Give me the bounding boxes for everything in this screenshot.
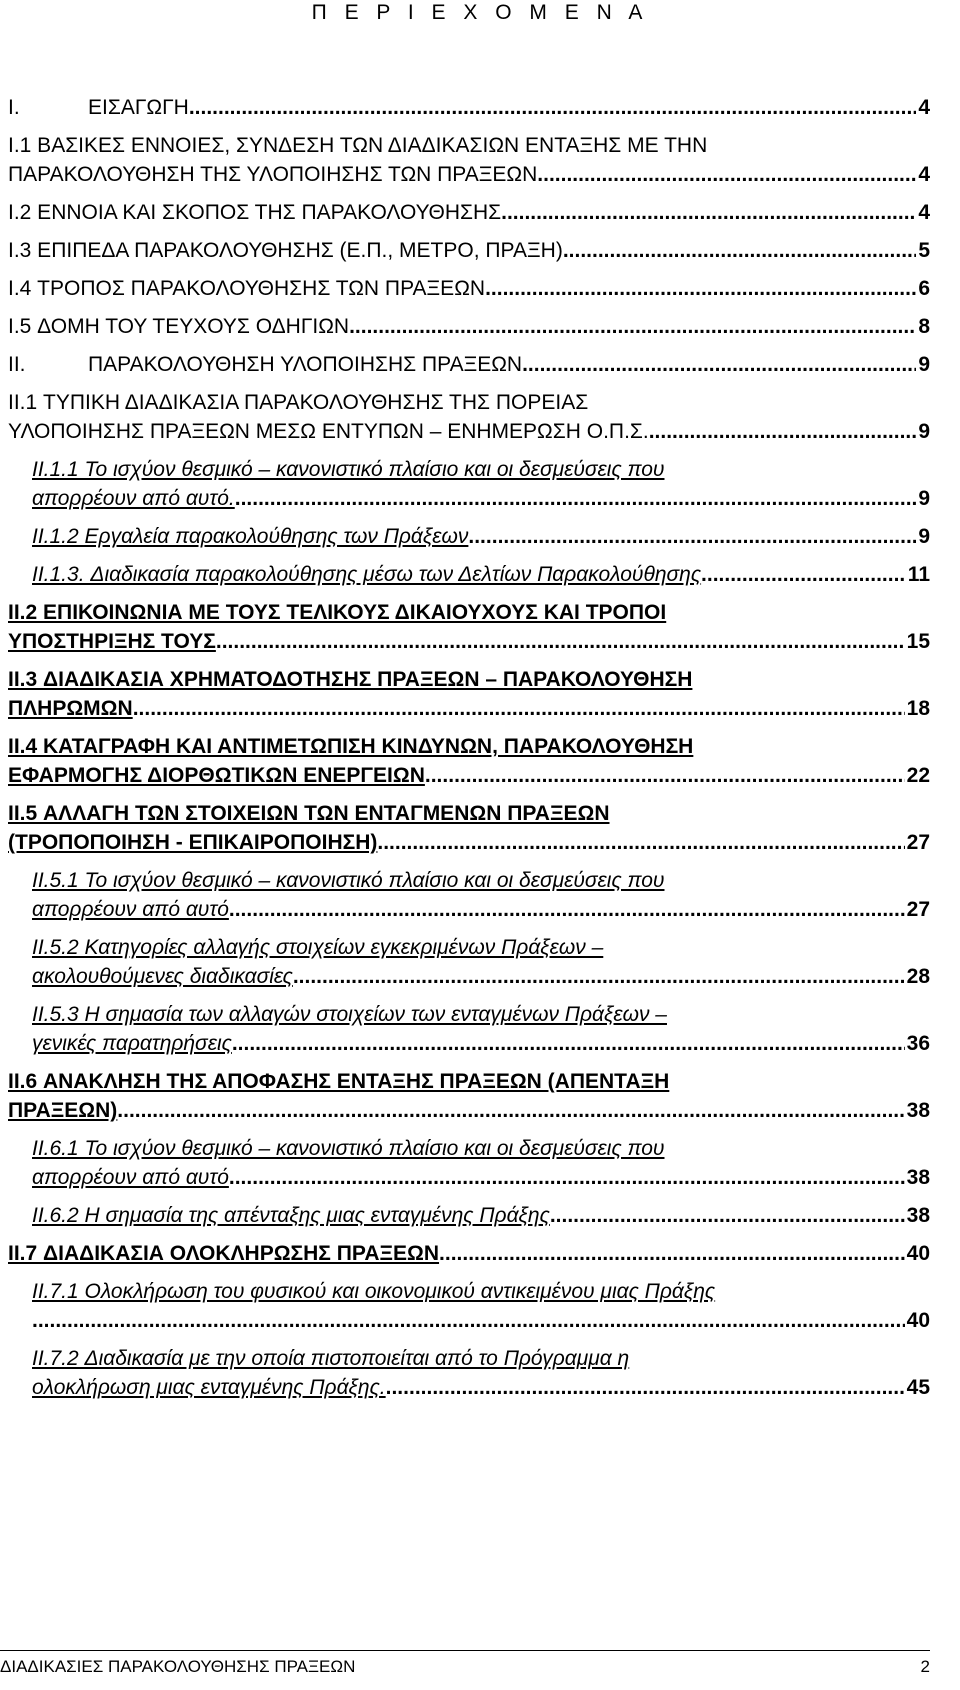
toc-entry-heading-line: II.7.1 Ολοκλήρωση του φυσικού και οικονομικού αντικειμένου μιας Πράξης <box>32 1280 716 1303</box>
toc-entry-page-number: 9 <box>918 353 930 376</box>
toc-leader-dots <box>386 1373 905 1402</box>
table-of-contents <box>8 93 930 1411</box>
toc-entry-heading: ΠΛΗΡΩΜΩΝ <box>8 697 133 720</box>
toc-entry-number: I. <box>8 96 20 119</box>
toc-entry[interactable] <box>8 1067 930 1125</box>
toc-entry-page-number: 9 <box>918 420 930 443</box>
toc-entry-heading-line: II.1.1 Το ισχύον θεσμικό – κανονιστικό πλαίσιο και οι δεσμεύσεις που <box>32 458 665 481</box>
toc-entry-heading-line: II.6.1 Το ισχύον θεσμικό – κανονιστικό πλαίσιο και οι δεσμεύσεις που <box>32 1137 665 1160</box>
toc-entry-page-number: 45 <box>906 1376 930 1399</box>
toc-leader-dots <box>522 350 916 379</box>
toc-leader-dots <box>133 694 905 723</box>
toc-entry-heading-line: II.1 ΤΥΠΙΚΗ ΔΙΑΔΙΚΑΣΙΑ ΠΑΡΑΚΟΛΟΥΘΗΣΗΣ ΤΗΣ ΠΟΡΕΙΑΣ <box>8 391 589 414</box>
toc-entry-page-number: 38 <box>906 1166 930 1189</box>
toc-entry-page-number: 5 <box>918 239 930 262</box>
toc-entry-page-number: 40 <box>906 1242 930 1265</box>
toc-entry-heading: ΠΑΡΑΚΟΛΟΥΘΗΣΗ ΤΗΣ ΥΛΟΠΟΙΗΣΗΣ ΤΩΝ ΠΡΑΞΕΩΝ <box>8 163 538 186</box>
toc-leader-dots <box>349 312 916 341</box>
toc-entry[interactable] <box>8 388 930 446</box>
toc-leader-dots <box>439 1239 905 1268</box>
toc-entry[interactable] <box>8 522 930 551</box>
toc-entry-heading: (ΤΡΟΠΟΠΟΙΗΣΗ - ΕΠΙΚΑΙΡΟΠΟΙΗΣΗ) <box>8 831 378 854</box>
toc-entry-page-number: 40 <box>906 1309 930 1332</box>
toc-leader-dots <box>550 1201 905 1230</box>
toc-entry-page-number: 9 <box>918 487 930 510</box>
toc-entry[interactable] <box>8 1277 930 1335</box>
toc-entry-heading-line: II.6 ΑΝΑΚΛΗΣΗ ΤΗΣ ΑΠΟΦΑΣΗΣ ΕΝΤΑΞΗΣ ΠΡΑΞΕΩΝ (ΑΠΕΝΤΑΞΗ <box>8 1070 670 1093</box>
toc-entry-heading: απορρέουν από αυτό <box>32 898 229 921</box>
toc-entry[interactable] <box>8 93 930 122</box>
footer-page-number: 2 <box>920 1657 930 1676</box>
toc-entry-heading: ΥΠΟΣΤΗΡΙΞΗΣ ΤΟΥΣ <box>8 630 216 653</box>
toc-entry[interactable] <box>8 350 930 379</box>
toc-entry[interactable] <box>8 598 930 656</box>
toc-title: Π Ε Ρ Ι Ε Χ Ο Μ Ε Ν Α <box>311 1 649 24</box>
toc-leader-dots <box>501 198 916 227</box>
toc-entry-heading: ΥΛΟΠΟΙΗΣΗΣ ΠΡΑΞΕΩΝ ΜΕΣΩ ΕΝΤΥΠΩΝ – ΕΝΗΜΕΡΩΣΗ Ο.Π.Σ. <box>8 420 649 443</box>
toc-entry[interactable] <box>8 131 930 189</box>
toc-entry-heading: I.2 ΕΝΝΟΙΑ ΚΑΙ ΣΚΟΠΟΣ ΤΗΣ ΠΑΡΑΚΟΛΟΥΘΗΣΗΣ <box>8 201 502 224</box>
toc-entry-heading: ολοκλήρωση μιας ενταγμένης Πράξης. <box>32 1376 386 1399</box>
toc-entry[interactable] <box>8 1000 930 1058</box>
toc-entry-page-number: 22 <box>906 764 930 787</box>
toc-entry-heading-line: II.5.2 Κατηγορίες αλλαγής στοιχείων εγκεκριμένων Πράξεων – <box>32 936 604 959</box>
toc-entry-heading: I.4 ΤΡΟΠΟΣ ΠΑΡΑΚΟΛΟΥΘΗΣΗΣ ΤΩΝ ΠΡΑΞΕΩΝ <box>8 277 486 300</box>
toc-leader-dots <box>229 1163 905 1192</box>
toc-leader-dots <box>235 484 917 513</box>
toc-entry-heading: γενικές παρατηρήσεις <box>32 1032 232 1055</box>
toc-entry-heading: II.6.2 Η σημασία της απένταξης μιας ενταγμένης Πράξης <box>32 1204 550 1227</box>
toc-leader-dots <box>229 895 905 924</box>
toc-entry-heading-line: II.4 ΚΑΤΑΓΡΑΦΗ ΚΑΙ ΑΝΤΙΜΕΤΩΠΙΣΗ ΚΙΝΔΥΝΩΝ, ΠΑΡΑΚΟΛΟΥΘΗΣΗ <box>8 735 694 758</box>
toc-entry-page-number: 27 <box>906 898 930 921</box>
toc-entry[interactable] <box>8 665 930 723</box>
toc-entry-page-number: 15 <box>906 630 930 653</box>
footer-document-title: ΔΙΑΔΙΚΑΣΙΕΣ ΠΑΡΑΚΟΛΟΥΘΗΣΗΣ ΠΡΑΞΕΩΝ <box>0 1657 356 1676</box>
toc-entry[interactable] <box>8 933 930 991</box>
toc-entry-heading: ακολουθούμενες διαδικασίες <box>32 965 293 988</box>
toc-entry[interactable] <box>8 274 930 303</box>
toc-leader-dots <box>293 962 905 991</box>
toc-entry[interactable] <box>8 455 930 513</box>
toc-entry-heading-line: II.5.3 Η σημασία των αλλαγών στοιχείων των ενταγμένων Πράξεων – <box>32 1003 667 1026</box>
toc-entry-heading-line: II.3 ΔΙΑΔΙΚΑΣΙΑ ΧΡΗΜΑΤΟΔΟΤΗΣΗΣ ΠΡΑΞΕΩΝ – ΠΑΡΑΚΟΛΟΥΘΗΣΗ <box>8 668 693 691</box>
toc-entry-heading-line: II.5.1 Το ισχύον θεσμικό – κανονιστικό πλαίσιο και οι δεσμεύσεις που <box>32 869 665 892</box>
toc-leader-dots <box>537 160 916 189</box>
toc-entry[interactable] <box>8 1201 930 1230</box>
toc-entry-page-number: 38 <box>906 1099 930 1122</box>
toc-entry[interactable] <box>8 1134 930 1192</box>
toc-entry-heading: II.1.2 Εργαλεία παρακολούθησης των Πράξεων <box>32 525 469 548</box>
toc-leader-dots <box>216 627 905 656</box>
toc-entry[interactable] <box>8 236 930 265</box>
toc-entry[interactable] <box>8 732 930 790</box>
toc-entry-page-number: 36 <box>906 1032 930 1055</box>
page-footer <box>0 1650 930 1677</box>
toc-entry-heading-line: II.5 ΑΛΛΑΓΗ ΤΩΝ ΣΤΟΙΧΕΙΩΝ ΤΩΝ ΕΝΤΑΓΜΕΝΩΝ ΠΡΑΞΕΩΝ <box>8 802 610 825</box>
toc-entry-heading: I.3 ΕΠΙΠΕΔΑ ΠΑΡΑΚΟΛΟΥΘΗΣΗΣ (Ε.Π., ΜΕΤΡΟ, ΠΡΑΞΗ) <box>8 239 563 262</box>
toc-entry-heading: II.7 ΔΙΑΔΙΚΑΣΙΑ ΟΛΟΚΛΗΡΩΣΗΣ ΠΡΑΞΕΩΝ <box>8 1242 440 1265</box>
toc-leader-dots <box>232 1029 905 1058</box>
toc-entry-heading: ΠΡΑΞΕΩΝ) <box>8 1099 118 1122</box>
toc-leader-dots <box>485 274 916 303</box>
toc-entry-page-number: 4 <box>918 96 930 119</box>
toc-entry-page-number: 4 <box>918 163 930 186</box>
toc-entry[interactable] <box>8 866 930 924</box>
toc-entry-heading: ΕΦΑΡΜΟΓΗΣ ΔΙΟΡΘΩΤΙΚΩΝ ΕΝΕΡΓΕΙΩΝ <box>8 764 425 787</box>
toc-leader-dots <box>32 1306 905 1335</box>
toc-entry[interactable] <box>8 799 930 857</box>
toc-entry[interactable] <box>8 312 930 341</box>
toc-entry-page-number: 18 <box>906 697 930 720</box>
toc-entry-page-number: 6 <box>918 277 930 300</box>
toc-entry-page-number: 27 <box>906 831 930 854</box>
toc-entry-heading: απορρέουν από αυτό. <box>32 487 235 510</box>
toc-entry-page-number: 8 <box>918 315 930 338</box>
toc-entry-page-number: 38 <box>906 1204 930 1227</box>
toc-leader-dots <box>117 1096 904 1125</box>
toc-leader-dots <box>377 828 904 857</box>
toc-entry-heading: I.5 ΔΟΜΗ ΤΟΥ ΤΕΥΧΟΥΣ ΟΔΗΓΙΩΝ <box>8 315 350 338</box>
toc-leader-dots <box>189 93 916 122</box>
toc-leader-dots <box>649 417 917 446</box>
toc-entry-number: II. <box>8 353 26 376</box>
toc-entry-heading-line: II.2 ΕΠΙΚΟΙΝΩΝΙΑ ΜΕ ΤΟΥΣ ΤΕΛΙΚΟΥΣ ΔΙΚΑΙΟΥΧΟΥΣ ΚΑΙ ΤΡΟΠΟΙ <box>8 601 667 624</box>
toc-entry[interactable] <box>8 1344 930 1402</box>
toc-leader-dots <box>425 761 905 790</box>
toc-entry-heading-line: I.1 ΒΑΣΙΚΕΣ ΕΝΝΟΙΕΣ, ΣΥΝΔΕΣΗ ΤΩΝ ΔΙΑΔΙΚΑΣΙΩΝ ΕΝΤΑΞΗΣ ΜΕ ΤΗΝ <box>8 134 708 157</box>
toc-entry-page-number: 4 <box>918 201 930 224</box>
toc-leader-dots <box>701 560 906 589</box>
toc-entry[interactable] <box>8 560 930 589</box>
toc-entry-heading: II.1.3. Διαδικασία παρακολούθησης μέσω των Δελτίων Παρακολούθησης <box>32 563 702 586</box>
toc-entry-page-number: 9 <box>918 525 930 548</box>
toc-leader-dots <box>563 236 916 265</box>
toc-entry-heading-line: II.7.2 Διαδικασία με την οποία πιστοποιείται από το Πρόγραμμα η <box>32 1347 630 1370</box>
toc-entry-heading: απορρέουν από αυτό <box>32 1166 229 1189</box>
toc-entry-page-number: 28 <box>906 965 930 988</box>
toc-leader-dots <box>468 522 916 551</box>
toc-entry[interactable] <box>8 1239 930 1268</box>
toc-entry[interactable] <box>8 198 930 227</box>
toc-entry-heading: ΠΑΡΑΚΟΛΟΥΘΗΣΗ ΥΛΟΠΟΙΗΣΗΣ ΠΡΑΞΕΩΝ <box>88 353 523 376</box>
toc-entry-page-number: 11 <box>907 563 930 586</box>
toc-entry-heading: ΕΙΣΑΓΩΓΗ <box>88 96 189 119</box>
